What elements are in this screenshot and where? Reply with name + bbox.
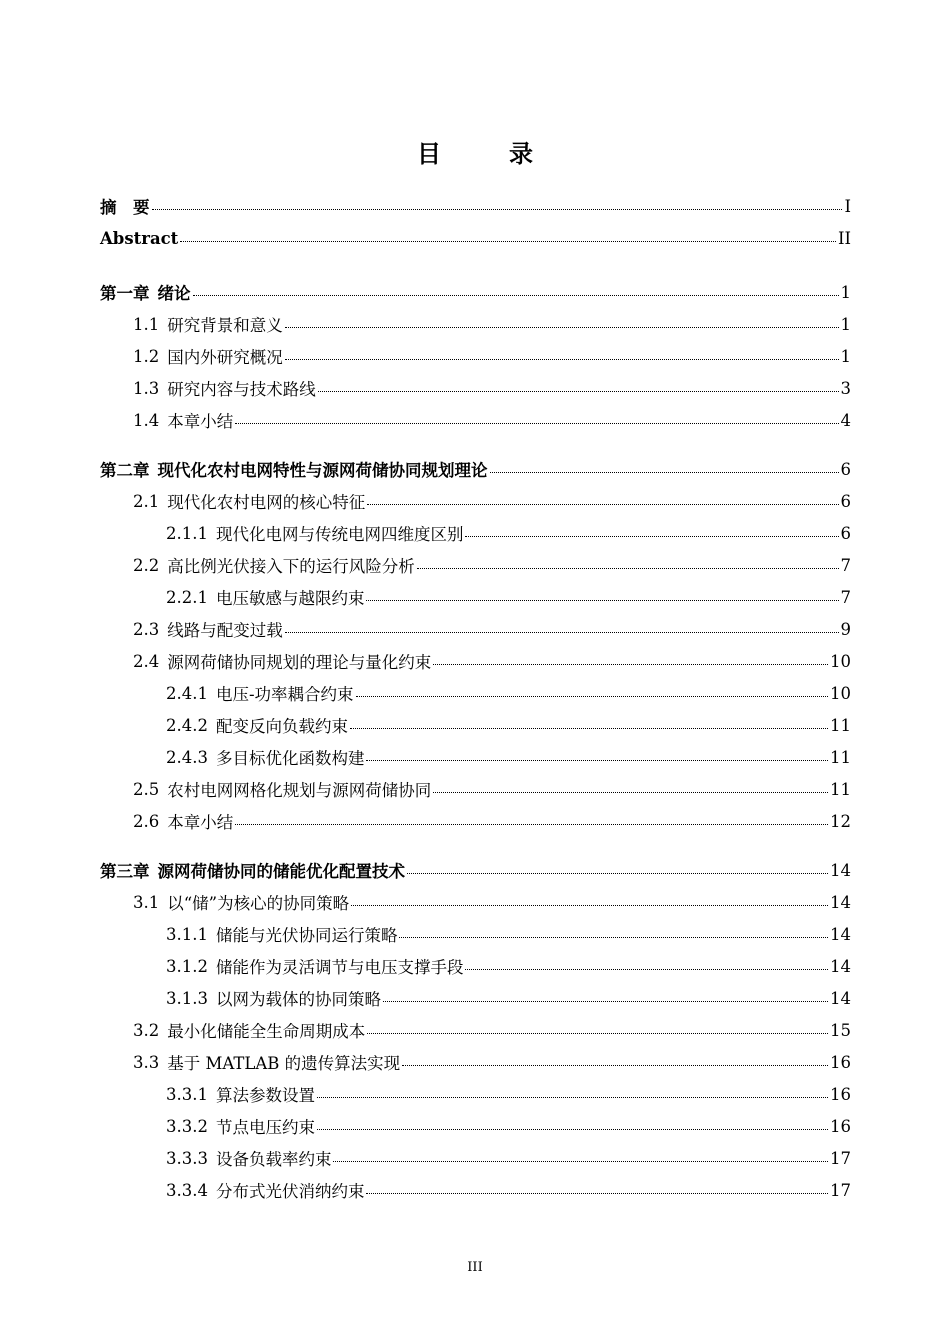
- toc-entry-label: 现代化农村电网的核心特征: [167, 493, 366, 512]
- toc-entry-number: 3.3.4: [166, 1180, 208, 1200]
- toc-section-entry[interactable]: [100, 485, 851, 517]
- dot-leader: [351, 905, 828, 906]
- toc-entry-page: 16: [830, 1116, 851, 1136]
- toc-chapter-entry[interactable]: [100, 190, 851, 222]
- dot-leader: [356, 696, 828, 697]
- toc-section-entry[interactable]: [100, 773, 851, 805]
- dot-leader: [285, 632, 839, 633]
- toc-section-entry[interactable]: [100, 1174, 851, 1206]
- toc-entry-number: 3.3: [133, 1052, 160, 1072]
- toc-entry-page: 6: [840, 491, 851, 511]
- toc-entry-label: 国内外研究概况: [167, 348, 283, 367]
- toc-entry-number: 第三章: [100, 862, 150, 881]
- toc-entry-label: 设备负载率约束: [215, 1150, 332, 1169]
- toc-chapter-entry[interactable]: [100, 276, 851, 308]
- toc-section-entry[interactable]: [100, 1046, 851, 1078]
- toc-chapter-entry[interactable]: [100, 854, 851, 886]
- toc-entry-number: 1.1: [133, 314, 160, 334]
- dot-leader: [285, 359, 839, 360]
- dot-leader: [417, 568, 839, 569]
- toc-section-entry[interactable]: [100, 372, 851, 404]
- toc-section-entry[interactable]: [100, 1142, 851, 1174]
- toc-entry-label: 算法参数设置: [215, 1086, 315, 1105]
- dot-leader: [317, 1097, 828, 1098]
- toc-entry-number: 3.3.3: [166, 1148, 208, 1168]
- toc-entry-page: 7: [840, 587, 851, 607]
- toc-entry-page: II: [837, 228, 851, 248]
- toc-entry-page: 6: [840, 459, 851, 479]
- toc-entry-page: 16: [830, 1052, 851, 1072]
- dot-leader: [465, 969, 828, 970]
- toc-section-entry[interactable]: [100, 517, 851, 549]
- toc-section-entry[interactable]: [100, 1014, 851, 1046]
- toc-entry-number: 1.4: [133, 410, 160, 430]
- toc-entry-number: 2.6: [133, 811, 160, 831]
- toc-entry-page: 16: [830, 1084, 851, 1104]
- toc-entry-page: 12: [830, 811, 851, 831]
- toc-section-entry[interactable]: [100, 308, 851, 340]
- toc-entry-number: 1.2: [133, 346, 160, 366]
- toc-entry-page: 7: [840, 555, 851, 575]
- toc-entry-number: 3.1: [133, 892, 160, 912]
- dot-leader: [366, 1193, 828, 1194]
- toc-entry-label: 配变反向负载约束: [215, 717, 348, 736]
- toc-entry-page: 11: [830, 779, 851, 799]
- toc-entry-number: 第二章: [100, 461, 150, 480]
- toc-entry-label: 高比例光伏接入下的运行风险分析: [167, 557, 415, 576]
- toc-entry-page: 1: [840, 282, 851, 302]
- toc-entry-label: 电压敏感与越限约束: [215, 589, 365, 608]
- toc-entry-page: 15: [830, 1020, 851, 1040]
- toc-section-entry[interactable]: [100, 677, 851, 709]
- toc-entry-number: 3.1.1: [166, 924, 208, 944]
- toc-entry-page: 17: [830, 1180, 851, 1200]
- toc-entry-number: 第一章: [100, 284, 150, 303]
- toc-section-entry[interactable]: [100, 886, 851, 918]
- toc-entry-number: 2.1.1: [166, 523, 208, 543]
- toc-entry-label: 基于 MATLAB 的遗传算法实现: [167, 1054, 401, 1073]
- dot-leader: [317, 1129, 828, 1130]
- toc-chapter-entry[interactable]: [100, 453, 851, 485]
- dot-leader: [433, 664, 828, 665]
- toc-entry-label: 绪论: [157, 284, 191, 303]
- toc-entry-number: 3.1.2: [166, 956, 208, 976]
- toc-entry-page: I: [844, 196, 851, 216]
- toc-entry-label: 储能作为灵活调节与电压支撑手段: [215, 958, 464, 977]
- toc-entry-number: 2.4.2: [166, 715, 208, 735]
- toc-chapter-entry[interactable]: [100, 222, 851, 254]
- toc-entry-label: 线路与配变过载: [167, 621, 283, 640]
- dot-leader: [366, 600, 838, 601]
- dot-leader: [490, 472, 839, 473]
- toc-entry-label: 源网荷储协同的储能优化配置技术: [157, 862, 405, 881]
- toc-entry-label: 摘 要: [100, 198, 150, 217]
- toc-entry-number: 3.3.1: [166, 1084, 208, 1104]
- toc-entry-label: 分布式光伏消纳约束: [215, 1182, 365, 1201]
- toc-entry-number: 3.1.3: [166, 988, 208, 1008]
- toc-entry-number: 2.3: [133, 619, 160, 639]
- dot-leader: [433, 792, 828, 793]
- toc-entry-label: 研究内容与技术路线: [167, 380, 316, 399]
- toc-entry-label: 储能与光伏协同运行策略: [215, 926, 398, 945]
- dot-leader: [318, 391, 839, 392]
- page-number-footer: III: [467, 1260, 483, 1275]
- dot-leader: [193, 295, 839, 296]
- dot-leader: [383, 1001, 828, 1002]
- toc-entry-number: 2.5: [133, 779, 160, 799]
- toc-entry-page: 11: [830, 747, 851, 767]
- toc-entry-label: 多目标优化函数构建: [215, 749, 365, 768]
- toc-entry-label: 现代化农村电网特性与源网荷储协同规划理论: [157, 461, 488, 480]
- toc-section-entry[interactable]: [100, 1078, 851, 1110]
- dot-leader: [399, 937, 828, 938]
- toc-entry-label: 源网荷储协同规划的理论与量化约束: [167, 653, 432, 672]
- dot-leader: [180, 241, 836, 242]
- dot-leader: [333, 1161, 828, 1162]
- dot-leader: [367, 504, 838, 505]
- toc-entry-page: 14: [830, 924, 851, 944]
- toc-entry-page: 14: [830, 956, 851, 976]
- toc-entry-label: 最小化储能全生命周期成本: [167, 1022, 366, 1041]
- toc-entry-page: 1: [840, 346, 851, 366]
- toc-entry-label: 以“储”为核心的协同策略: [167, 894, 350, 913]
- dot-leader: [366, 760, 828, 761]
- dot-leader: [407, 873, 828, 874]
- toc-section-entry[interactable]: [100, 950, 851, 982]
- toc-entry-label: Abstract: [100, 228, 179, 248]
- dot-leader: [350, 728, 828, 729]
- toc-section-entry[interactable]: [100, 645, 851, 677]
- dot-leader: [402, 1065, 828, 1066]
- toc-entry-number: 2.4.1: [166, 683, 208, 703]
- toc-entry-label: 节点电压约束: [215, 1118, 315, 1137]
- toc-entry-page: 14: [830, 892, 851, 912]
- toc-entry-label: 本章小结: [167, 813, 234, 832]
- toc-entry-label: 研究背景和意义: [167, 316, 283, 335]
- toc-entry-number: 2.2: [133, 555, 160, 575]
- toc-entry-page: 14: [830, 988, 851, 1008]
- toc-title: 目 录: [417, 139, 555, 168]
- toc-section-entry[interactable]: [100, 340, 851, 372]
- toc-entry-page: 14: [830, 860, 851, 880]
- toc-section-entry[interactable]: [100, 404, 851, 436]
- toc-entry-page: 3: [840, 378, 851, 398]
- toc-entry-page: 9: [840, 619, 851, 639]
- toc-entry-page: 6: [840, 523, 851, 543]
- toc-entry-number: 3.2: [133, 1020, 160, 1040]
- toc-section-entry[interactable]: [100, 613, 851, 645]
- toc-entry-number: 2.4: [133, 651, 160, 671]
- toc-entry-label: 电压-功率耦合约束: [215, 685, 354, 704]
- toc-entry-page: 10: [830, 683, 851, 703]
- toc-section-entry[interactable]: [100, 982, 851, 1014]
- toc-section-entry[interactable]: [100, 741, 851, 773]
- toc-entry-number: 2.1: [133, 491, 160, 511]
- dot-leader: [367, 1033, 828, 1034]
- toc-section-entry[interactable]: [100, 918, 851, 950]
- toc-entry-label: 农村电网网格化规划与源网荷储协同: [167, 781, 432, 800]
- toc-entry-label: 以网为载体的协同策略: [215, 990, 381, 1009]
- toc-section-entry[interactable]: [100, 549, 851, 581]
- dot-leader: [285, 327, 839, 328]
- toc-entry-page: 17: [830, 1148, 851, 1168]
- toc-entry-number: 1.3: [133, 378, 160, 398]
- toc-entry-page: 4: [840, 410, 851, 430]
- toc-entry-label: 本章小结: [167, 412, 234, 431]
- toc-entry-label: 现代化电网与传统电网四维度区别: [215, 525, 464, 544]
- toc-section-entry[interactable]: [100, 709, 851, 741]
- dot-leader: [235, 824, 828, 825]
- toc-section-entry[interactable]: [100, 1110, 851, 1142]
- toc-entry-page: 10: [830, 651, 851, 671]
- toc-section-entry[interactable]: [100, 805, 851, 837]
- dot-leader: [235, 423, 838, 424]
- dot-leader: [152, 209, 843, 210]
- toc-entry-number: 2.4.3: [166, 747, 208, 767]
- toc-entry-number: 2.2.1: [166, 587, 208, 607]
- toc-entry-number: 3.3.2: [166, 1116, 208, 1136]
- toc-section-entry[interactable]: [100, 581, 851, 613]
- dot-leader: [465, 536, 838, 537]
- toc-entry-page: 11: [830, 715, 851, 735]
- toc-entry-page: 1: [840, 314, 851, 334]
